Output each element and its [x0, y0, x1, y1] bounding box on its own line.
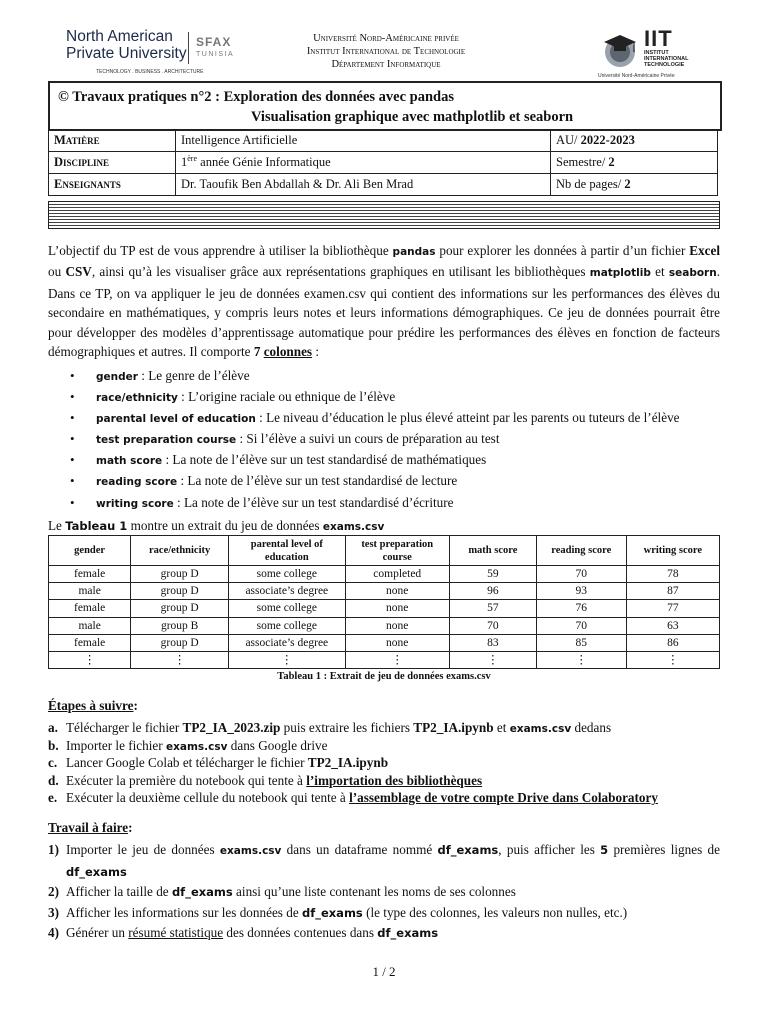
discipline-ordinal: ère [187, 154, 198, 164]
dataframe-name: df_exams [377, 926, 439, 941]
intro-paragraph [48, 241, 720, 361]
graduation-cap-icon [602, 32, 638, 68]
iit-logo [598, 26, 702, 82]
table-cell: 78 [626, 566, 719, 583]
column-description: : La note de l’élève sur un test standardisé d’écriture [173, 494, 454, 510]
table-header-cell: math score [449, 536, 536, 566]
step-a-text-2: puis extraire les fichiers [280, 720, 414, 735]
table-cell: none [345, 583, 449, 600]
napu-logo-line1: North American [66, 28, 173, 45]
intro-text-5: : [312, 344, 320, 360]
table-cell: 57 [449, 600, 536, 617]
table-cell: male [49, 617, 131, 634]
table-cell: 70 [536, 566, 626, 583]
csv-file-name: exams.csv [165, 740, 228, 753]
task-1-text-4: premières lignes de [608, 842, 720, 857]
steps-list [48, 719, 728, 807]
csv-file-name: exams.csv [509, 723, 572, 735]
napu-logo-country: TUNISIA [196, 51, 235, 58]
tp-title-text: Travaux pratiques n°2 : Exploration des données avec pandas [72, 89, 454, 105]
column-description: : La note de l’élève sur un test standardisé de mathématiques [162, 452, 487, 468]
iit-logo-footer: Université Nord-Américaine Privée [598, 73, 675, 79]
steps-heading-suffix: : [133, 698, 138, 713]
ellipsis-cell: ⋮ [131, 651, 229, 668]
step-a-text-4: dedans [571, 720, 612, 735]
task-1 [48, 840, 720, 882]
table-row [49, 634, 720, 651]
table-row [49, 617, 720, 634]
iit-logo-sub1: INSTITUT [644, 50, 669, 56]
list-item [70, 470, 730, 491]
column-description: : Le genre de l’élève [137, 368, 250, 383]
csv-keyword: CSV [65, 264, 92, 280]
napu-logo-city: SFAX [196, 35, 232, 49]
step-e-marker: e. [48, 790, 58, 806]
iit-logo-sub3: TECHNOLOGIE [644, 62, 685, 68]
semester-label: Semestre/ [556, 155, 606, 169]
academic-year-label: AU/ [556, 133, 578, 147]
table-cell: 77 [626, 600, 719, 617]
table-row [49, 566, 720, 583]
table-intro-text-1: Le [48, 518, 66, 533]
task-4-text-1: Générer un [66, 925, 129, 941]
task-4-text-2: des données contenues dans [223, 925, 378, 941]
page-header [48, 22, 720, 82]
column-description: : La note de l’élève sur un test standardisé de lecture [177, 473, 458, 489]
table-cell: none [345, 600, 449, 617]
step-e [48, 789, 728, 807]
tp-title-line2: Visualisation graphique avec mathplotlib et seaborn [251, 109, 574, 125]
step-c [48, 754, 728, 772]
task-3-text-2: (le type des colonnes, les valeurs non nulles, etc.) [362, 904, 628, 920]
list-item [70, 407, 730, 428]
table-cell: 70 [449, 617, 536, 634]
discipline-text: année Génie Informatique [197, 155, 331, 170]
notebook-file-name: TP2_IA.ipynb [307, 755, 389, 771]
list-item [70, 386, 730, 407]
university-name: Université Nord-Américaine privée [313, 33, 459, 44]
table-row [49, 583, 720, 600]
intro-text-and: et [650, 264, 669, 280]
step-a-text-3: et [496, 720, 510, 735]
work-heading-text: Travail à faire [48, 820, 129, 835]
table-header-cell: writing score [626, 536, 719, 566]
matiere-value: Intelligence Artificielle [176, 130, 551, 152]
page-number: 1 / 2 [372, 964, 396, 979]
napu-logo-divider [188, 32, 189, 64]
task-2-marker: 2) [48, 884, 59, 900]
step-d-text-1: Exécuter la première du notebook qui tente à [66, 772, 307, 788]
step-c-marker: c. [48, 755, 58, 771]
column-name: test preparation course [96, 434, 237, 447]
hatched-separator [48, 201, 720, 229]
pages-cell [551, 174, 718, 196]
dataframe-name: df_exams [437, 843, 499, 857]
semester-cell [551, 152, 718, 174]
table-ref: Tableau 1 [65, 519, 128, 533]
table-intro [48, 518, 384, 534]
table-cell: female [49, 566, 131, 583]
table-cell: 96 [449, 583, 536, 600]
step-b-text-1: Importer le fichier [66, 737, 166, 753]
task-1-text-3: , puis afficher les [498, 842, 601, 857]
column-name: parental level of education [96, 413, 256, 426]
exams-extract-table [48, 535, 720, 669]
step-e-text-1: Exécuter la deuxième cellule du notebook qui tente à [66, 790, 350, 806]
table-cell: group D [131, 566, 229, 583]
table-cell: 76 [536, 600, 626, 617]
column-count: 7 [253, 344, 261, 360]
table-caption: Tableau 1 : Extrait de jeu de données exams.csv [277, 671, 491, 682]
work-heading-suffix: : [128, 820, 133, 835]
task-1-marker: 1) [48, 842, 59, 857]
column-description: : Si l’élève a suivi un cours de préparation au test [236, 431, 500, 447]
table-header-cell: reading score [536, 536, 626, 566]
column-name: reading score [96, 476, 178, 489]
dataframe-name: df_exams [301, 905, 363, 920]
table-cell: none [345, 617, 449, 634]
table-cell: group B [131, 617, 229, 634]
step-d-emphasis: l’importation des bibliothèques [306, 772, 483, 788]
discipline-label: Discipline [49, 152, 176, 174]
institute-name: Institut International de Technologie [306, 46, 466, 57]
task-2-text-2: ainsi qu’une liste contenant les noms de ses colonnes [232, 884, 516, 900]
table-row [49, 130, 718, 152]
step-b-text-2: dans Google drive [227, 737, 328, 753]
task-3-text-1: Afficher les informations sur les données de [66, 904, 302, 920]
table-row [49, 174, 718, 196]
table-header-cell: gender [49, 536, 131, 566]
intro-text-4: . Dans ce TP, on va appliquer le jeu de données examen.csv qui contient des informations sur les performances des élèves du secondaire en mathématiques, y compris leurs notes et leurs informations démographiques. Ce jeu de données pourrait être pour développer des modèles d’apprentissage automatique pour prédire les performances des élèves en fonction de facteurs démographiques et autres. Il comporte [48, 264, 721, 360]
table-cell: 85 [536, 634, 626, 651]
task-1-text-2: dans un dataframe nommé [281, 842, 438, 857]
table-header-cell: race/ethnicity [131, 536, 229, 566]
ellipsis-cell: ⋮ [626, 651, 719, 668]
task-4-marker: 4) [48, 925, 59, 941]
table-cell: group D [131, 583, 229, 600]
table-header-cell: parental level of education [229, 536, 346, 566]
academic-year-value: 2022-2023 [580, 133, 635, 147]
list-item [70, 428, 730, 449]
table-cell: associate’s degree [229, 583, 346, 600]
ellipsis-cell: ⋮ [49, 651, 131, 668]
dataframe-name: df_exams [171, 885, 233, 900]
intro-text-1: L’objectif du TP est de vous apprendre à utiliser la bibliothèque [48, 243, 393, 258]
task-3 [48, 903, 720, 924]
intro-text-or: ou [48, 264, 66, 280]
task-1-text-1: Importer le jeu de données [66, 842, 220, 857]
table-cell: 86 [626, 634, 719, 651]
ellipsis-cell: ⋮ [229, 651, 346, 668]
table-cell: some college [229, 566, 346, 583]
institution-heading [250, 32, 522, 71]
tp-title-box [48, 81, 722, 131]
table-cell: associate’s degree [229, 634, 346, 651]
teachers-value: Dr. Taoufik Ben Abdallah & Dr. Ali Ben Mrad [176, 174, 551, 196]
napu-logo-tagline: TECHNOLOGY . BUSINESS . ARCHITECTURE [96, 69, 204, 75]
table-cell: male [49, 583, 131, 600]
table-cell: completed [345, 566, 449, 583]
ellipsis-cell: ⋮ [345, 651, 449, 668]
work-heading [48, 820, 133, 836]
list-item [70, 365, 730, 386]
csv-file-name: exams.csv [219, 845, 282, 857]
table-cell: some college [229, 600, 346, 617]
table-intro-text-2: montre un extrait du jeu de données [127, 518, 323, 533]
table-header-cell: test preparation course [345, 536, 449, 566]
ellipsis-cell: ⋮ [536, 651, 626, 668]
task-2 [48, 882, 720, 903]
ellipsis-cell: ⋮ [449, 651, 536, 668]
department-name: Département Informatique [331, 59, 441, 70]
intro-text-3: , ainsi qu’à les visualiser grâce aux représentations graphiques en utilisant les bibliothèques [91, 264, 590, 280]
column-name: gender [96, 371, 138, 383]
table-cell: none [345, 634, 449, 651]
table-cell: 63 [626, 617, 719, 634]
task-4-emphasis: résumé statistique [128, 925, 224, 941]
intro-text-2: pour explorer les données à partir d’un fichier [435, 243, 690, 258]
exams-file-name: exams.csv [322, 521, 385, 533]
table-cell: female [49, 600, 131, 617]
step-b [48, 737, 728, 755]
step-b-marker: b. [48, 737, 59, 753]
steps-heading [48, 698, 138, 714]
column-description-list [70, 365, 730, 513]
steps-heading-text: Étapes à suivre [48, 698, 134, 713]
copyright-icon: © [58, 89, 69, 105]
napu-logo-line2: Private University [66, 45, 187, 62]
discipline-number: 1 [181, 155, 188, 170]
table-cell: 83 [449, 634, 536, 651]
column-description: : L’origine raciale ou ethnique de l’élève [177, 389, 396, 405]
discipline-value [176, 152, 551, 174]
step-d [48, 772, 728, 790]
table-header-row [49, 536, 720, 566]
seaborn-keyword: seaborn [668, 267, 717, 280]
list-item [70, 449, 730, 470]
step-c-text-1: Lancer Google Colab et télécharger le fichier [66, 755, 308, 771]
pages-value: 2 [624, 177, 631, 191]
iit-logo-sub2: INTERNATIONAL [644, 56, 689, 62]
teachers-label: Enseignants [49, 174, 176, 196]
list-item [70, 492, 730, 513]
column-name: math score [96, 455, 163, 468]
iit-logo-name: IIT [644, 26, 673, 51]
table-row [49, 152, 718, 174]
table-row [49, 600, 720, 617]
matiere-label: Matière [49, 130, 176, 152]
step-a [48, 719, 728, 737]
table-ellipsis-row [49, 651, 720, 668]
pandas-keyword: pandas [392, 246, 436, 258]
step-d-marker: d. [48, 772, 59, 788]
notebook-file-name: TP2_IA.ipynb [413, 720, 494, 735]
iit-logo-subtitle [644, 50, 689, 68]
column-name: writing score [96, 497, 174, 510]
columns-word: colonnes [263, 344, 313, 360]
dataframe-name: df_exams [66, 864, 127, 879]
table-cell: some college [229, 617, 346, 634]
table-cell: 70 [536, 617, 626, 634]
task-3-marker: 3) [48, 904, 59, 920]
tp-title-line1 [58, 89, 454, 106]
table-cell: group D [131, 634, 229, 651]
step-a-text-1: Télécharger le fichier [66, 720, 183, 735]
matplotlib-keyword: matplotlib [589, 267, 651, 280]
table-cell: female [49, 634, 131, 651]
tasks-list [48, 840, 720, 944]
table-body [49, 566, 720, 669]
table-cell: 87 [626, 583, 719, 600]
pages-label: Nb de pages/ [556, 177, 622, 191]
table-cell: 93 [536, 583, 626, 600]
excel-keyword: Excel [689, 243, 721, 258]
column-name: race/ethnicity [96, 392, 178, 405]
step-e-emphasis: l’assemblage de votre compte Drive dans Colaboratory [349, 790, 658, 806]
table-cell: 59 [449, 566, 536, 583]
course-info-table [48, 129, 718, 196]
column-description: : Le niveau d’éducation le plus élevé atteint par les parents ou tuteurs de l’élève [255, 410, 680, 426]
task-4 [48, 923, 720, 944]
academic-year-cell [551, 130, 718, 152]
semester-value: 2 [608, 155, 615, 169]
zip-file-name: TP2_IA_2023.zip [182, 720, 281, 735]
task-2-text-1: Afficher la taille de [66, 884, 172, 900]
step-a-marker: a. [48, 720, 58, 735]
table-cell: group D [131, 600, 229, 617]
row-count: 5 [600, 843, 609, 857]
